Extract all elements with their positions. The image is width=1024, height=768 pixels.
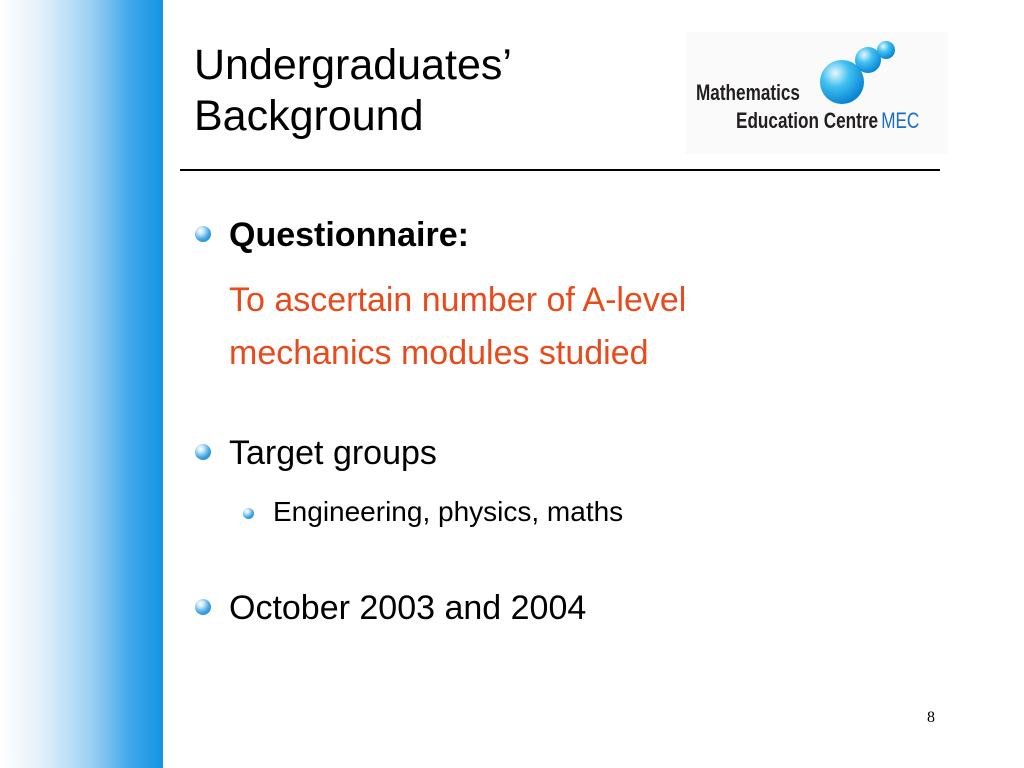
sidebar-gradient — [0, 0, 163, 768]
bullet-icon — [195, 599, 211, 615]
slide-title — [194, 40, 512, 142]
bullet-label: Target groups — [229, 434, 437, 472]
bullet-icon — [195, 226, 211, 242]
logo-text-education-centre-label: Education Centre — [736, 108, 879, 133]
sub-bullet-icon — [243, 508, 254, 519]
bullet-label: Questionnaire: — [229, 216, 469, 254]
mathematics-education-centre-logo — [686, 32, 948, 154]
logo-text-education-centre — [736, 108, 919, 134]
sub-bullet-label: Engineering, physics, maths — [273, 496, 624, 527]
bullet-icon — [195, 444, 211, 460]
bullet-detail-line-2: mechanics modules studied — [229, 334, 649, 372]
slide-title-line-2: Background — [194, 92, 424, 140]
logo-abbreviation: MEC — [881, 108, 920, 133]
bullet-detail-line-1: To ascertain number of A-level — [229, 281, 687, 319]
page-number: 8 — [927, 709, 935, 726]
title-divider — [180, 169, 940, 171]
bullet-label: October 2003 and 2004 — [229, 589, 587, 627]
logo-text-mathematics: Mathematics — [696, 80, 800, 105]
slide-title-line-1: Undergraduates’ — [194, 41, 512, 89]
